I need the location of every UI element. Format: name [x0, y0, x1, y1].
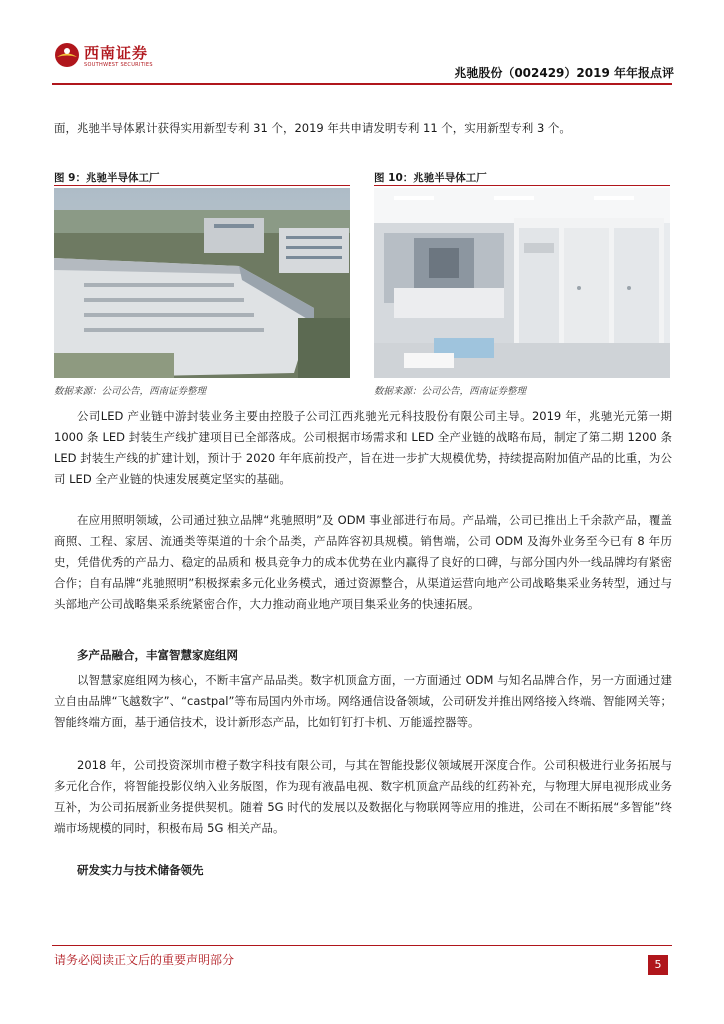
southwest-securities-logo [54, 40, 184, 76]
figure-10-caption: 图 10：兆驰半导体工厂 [374, 172, 487, 184]
logo-emblem-icon [54, 42, 80, 68]
report-title: 兆驰股份（002429）2019 年年报点评 [454, 66, 674, 80]
lighting-paragraph: 在应用照明领域，公司通过独立品牌“兆驰照明”及 ODM 事业部进行布局。产品端，公司已推出上千余款产品，覆盖商照、工程、家居、流通类等渠道的十余个品类，产品阵容初具规模。销售端，公司 ODM 及海外业务至今已有 8 年历史，凭借优秀的产品力、稳定的品质和 极具竞争力的成本优势在业内赢得了良好的口碑，与部分国内外一线品牌均有紧密合作；自有品牌“兆驰照明”积极探索多元化业务模式，通过资源整合，从渠道运营向地产公司战略集采业务转型，通过与头部地产公司战略集采系统紧密合作，大力推动商业地产项目集采业务的快速拓展。 [54, 513, 672, 611]
page-header [0, 0, 724, 82]
figure-10-equipment-photo [374, 188, 670, 378]
page-number: 5 [648, 955, 668, 975]
figure-9-factory-photo [54, 188, 350, 378]
section-heading-smart-home: 多产品融合，丰富智慧家庭组网 [77, 648, 238, 662]
smart-home-paragraph: 以智慧家庭组网为核心，不断丰富产品品类。数字机顶盒方面，一方面通过 ODM 与知名品牌合作，另一方面通过建立自由品牌“飞越数字”、“castpal”等布局国内外市场。网络通信设备领域，公司研发并推出网络接入终端、智能网关等；智能终端方面，基于通信技术，设计新形态产品，比如钉钉打卡机、万能遥控器等。 [54, 673, 672, 729]
intro-paragraph: 面，兆驰半导体累计获得实用新型专利 31 个，2019 年共申请发明专利 11 个，实用新型专利 3 个。 [54, 121, 571, 135]
figure-9-caption: 图 9：兆驰半导体工厂 [54, 172, 160, 184]
figure-10-source: 数据来源：公司公告，西南证券整理 [374, 386, 527, 397]
footer-divider [52, 945, 672, 946]
logo-english-name: SOUTHWEST SECURITIES [84, 62, 153, 68]
figure-9-source: 数据来源：公司公告，西南证券整理 [54, 386, 207, 397]
figure-10-rule [374, 185, 670, 186]
section-heading-rnd: 研发实力与技术储备领先 [77, 863, 204, 877]
led-packaging-paragraph: 公司LED 产业链中游封装业务主要由控股子公司江西兆驰光元科技股份有限公司主导。2019 年，兆驰光元第一期 1000 条 LED 封装生产线扩建项目已全部落成。公司根据市场需求和 LED 全产业链的战略布局，制定了第二期 1200 条 LED 封装生产线的扩建计划，预计于 2020 年年底前投产，旨在进一步扩大规模优势，持续提高附加值产品的比重，为公司 LED 全产业链的快速发展奠定坚实的基础。 [54, 409, 672, 486]
projector-paragraph: 2018 年，公司投资深圳市橙子数字科技有限公司，与其在智能投影仪领域展开深度合作。公司积极进行业务拓展与多元化合作，将智能投影仪纳入业务版图，作为现有液晶电视、数字机顶盒产品线的红药补充，与物理大屏电视形成业务互补，为公司拓展新业务提供契机。随着 5G 时代的发展以及数据化与物联网等应用的推进，公司在不断拓展“多智能”终端市场规模的同时，积极布局 5G 相关产品。 [54, 758, 672, 835]
logo-chinese-name: 西南证券 [84, 44, 149, 62]
header-divider [52, 83, 672, 85]
disclaimer-note: 请务必阅读正文后的重要声明部分 [54, 953, 235, 967]
figure-9-rule [54, 185, 350, 186]
